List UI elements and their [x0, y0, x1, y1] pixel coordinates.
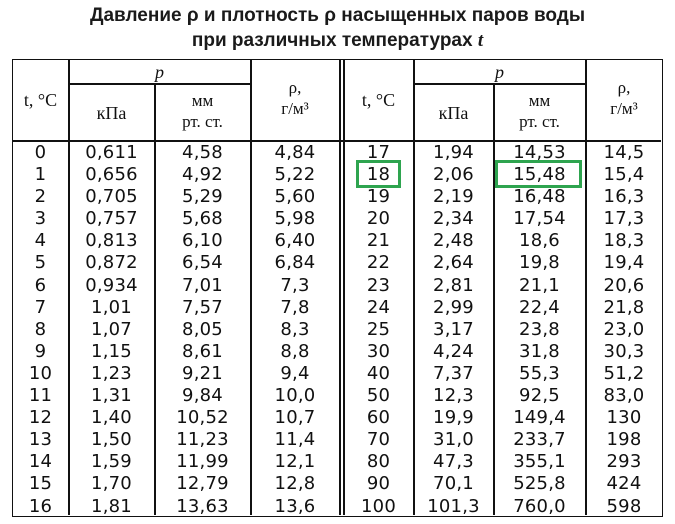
mmhg-cell: 10,52 [176, 407, 229, 429]
density-cell: 598 [606, 495, 642, 517]
header-mmhg [494, 90, 585, 132]
temperature-cell: 16 [28, 495, 53, 517]
right-temperature-column [344, 142, 413, 518]
density-cell: 11,4 [274, 429, 316, 451]
header-temperature: t, °C [361, 90, 396, 110]
mmhg-cell: 5,68 [182, 208, 223, 230]
temperature-cell: 30 [366, 340, 391, 362]
density-cell: 19,4 [603, 252, 645, 274]
density-cell: 12,8 [274, 473, 316, 495]
density-cell: 18,3 [603, 230, 645, 252]
right-kpa-column [414, 142, 493, 518]
header-mmhg-line-2: рт. ст. [182, 112, 223, 131]
mmhg-cell: 355,1 [513, 451, 566, 473]
header-density-line-2: г/м³ [610, 99, 638, 118]
density-cell: 8,3 [280, 318, 310, 340]
kpa-cell: 1,07 [91, 318, 132, 340]
header-kpa: кПа [438, 103, 469, 123]
mmhg-cell: 19,8 [519, 252, 560, 274]
kpa-cell: 0,934 [85, 274, 138, 296]
density-cell: 7,3 [280, 274, 310, 296]
density-cell: 13,6 [274, 495, 316, 517]
kpa-cell: 31,0 [433, 429, 474, 451]
temperature-cell: 6 [34, 274, 47, 296]
density-cell: 16,3 [603, 186, 645, 208]
kpa-cell: 1,15 [91, 340, 132, 362]
header-mmhg-line-1: мм [191, 91, 214, 110]
header-density [586, 77, 662, 119]
density-cell: 20,6 [603, 274, 645, 296]
density-cell: 7,8 [280, 296, 310, 318]
kpa-cell: 70,1 [433, 473, 474, 495]
header-density-line-2: г/м³ [281, 99, 309, 118]
temperature-cell: 9 [34, 340, 47, 362]
temperature-cell: 70 [366, 429, 391, 451]
mmhg-cell: 760,0 [513, 495, 566, 517]
mmhg-cell: 9,21 [182, 362, 223, 384]
mmhg-cell: 11,99 [176, 451, 229, 473]
temperature-cell: 3 [34, 208, 47, 230]
temperature-cell: 80 [366, 451, 391, 473]
temperature-cell: 19 [366, 186, 391, 208]
kpa-cell: 1,50 [91, 429, 132, 451]
p-group-rule-right [414, 83, 586, 85]
p-group-rule-left [69, 83, 251, 85]
mmhg-cell: 4,92 [182, 164, 223, 186]
density-cell: 424 [606, 473, 642, 495]
temperature-cell: 17 [366, 142, 391, 163]
kpa-cell: 4,24 [433, 340, 474, 362]
kpa-cell: 2,06 [433, 164, 474, 186]
mmhg-cell: 31,8 [519, 340, 560, 362]
kpa-cell: 2,48 [433, 230, 474, 252]
temperature-cell: 18 [366, 164, 391, 186]
header-mmhg-line-2: рт. ст. [519, 112, 560, 131]
table-title-line-1: Давление ρ и плотность ρ насыщенных паров воды [89, 5, 586, 26]
mmhg-cell: 525,8 [513, 473, 566, 495]
header-pressure: p [155, 62, 164, 82]
kpa-cell: 2,34 [433, 208, 474, 230]
mmhg-cell: 11,23 [176, 429, 229, 451]
density-cell: 293 [606, 451, 642, 473]
mmhg-cell: 92,5 [519, 385, 560, 407]
density-cell: 8,8 [280, 340, 310, 362]
mmhg-cell: 14,53 [513, 142, 566, 163]
mmhg-cell: 5,29 [182, 186, 223, 208]
temperature-cell: 10 [28, 362, 53, 384]
density-cell: 9,4 [280, 362, 310, 384]
kpa-cell: 0,757 [85, 208, 138, 230]
highlight-box-temperature-18 [356, 160, 401, 188]
kpa-cell: 2,64 [433, 252, 474, 274]
kpa-cell: 47,3 [433, 451, 474, 473]
header-density [251, 77, 339, 119]
mmhg-cell: 4,58 [182, 142, 223, 163]
density-cell: 6,40 [274, 230, 316, 252]
left-temperature-column [13, 142, 68, 518]
mmhg-cell: 16,48 [513, 186, 566, 208]
kpa-cell: 12,3 [433, 385, 474, 407]
density-cell: 21,8 [603, 296, 645, 318]
kpa-cell: 1,01 [91, 296, 132, 318]
temperature-cell: 20 [366, 208, 391, 230]
temperature-cell: 90 [366, 473, 391, 495]
density-cell: 15,4 [603, 164, 645, 186]
kpa-cell: 1,59 [91, 451, 132, 473]
kpa-cell: 0,813 [85, 230, 138, 252]
title-line-2-text: при различных температурах [191, 30, 473, 51]
temperature-cell: 14 [28, 451, 53, 473]
temperature-cell: 0 [34, 142, 47, 163]
density-cell: 5,22 [274, 164, 316, 186]
mmhg-cell: 55,3 [519, 362, 560, 384]
left-density-column [251, 142, 339, 518]
density-cell: 51,2 [603, 362, 645, 384]
kpa-cell: 1,40 [91, 407, 132, 429]
highlight-box-mmhg-15-48 [495, 160, 582, 188]
header-kpa: кПа [96, 103, 127, 123]
kpa-cell: 0,656 [85, 164, 138, 186]
temperature-cell: 100 [361, 495, 396, 517]
density-cell: 6,84 [274, 252, 316, 274]
mmhg-cell: 15,48 [513, 164, 566, 186]
kpa-cell: 101,3 [427, 495, 480, 517]
kpa-cell: 0,705 [85, 186, 138, 208]
right-mmhg-column [494, 142, 585, 518]
density-cell: 83,0 [603, 385, 645, 407]
kpa-cell: 19,9 [433, 407, 474, 429]
table-title-line-2 [0, 30, 675, 52]
header-mmhg [155, 90, 250, 132]
left-mmhg-column [155, 142, 250, 518]
temperature-cell: 24 [366, 296, 391, 318]
kpa-cell: 0,872 [85, 252, 138, 274]
mmhg-cell: 18,6 [519, 230, 560, 252]
mmhg-cell: 6,54 [182, 252, 223, 274]
header-mmhg-line-1: мм [528, 91, 551, 110]
col-divider [339, 60, 341, 515]
density-cell: 4,84 [274, 142, 316, 163]
density-cell: 10,0 [274, 385, 316, 407]
header-density-line-1: ρ, [288, 78, 302, 97]
kpa-cell: 3,17 [433, 318, 474, 340]
temperature-cell: 25 [366, 318, 391, 340]
temperature-cell: 1 [34, 164, 47, 186]
temperature-cell: 22 [366, 252, 391, 274]
density-cell: 30,3 [603, 340, 645, 362]
kpa-cell: 1,70 [91, 473, 132, 495]
kpa-cell: 1,81 [91, 495, 132, 517]
mmhg-cell: 21,1 [519, 274, 560, 296]
header-pressure: p [495, 62, 504, 82]
mmhg-cell: 8,05 [182, 318, 223, 340]
kpa-cell: 2,99 [433, 296, 474, 318]
temperature-cell: 15 [28, 473, 53, 495]
right-density-column [586, 142, 662, 518]
temperature-cell: 60 [366, 407, 391, 429]
mmhg-cell: 9,84 [182, 385, 223, 407]
temperature-cell: 21 [366, 230, 391, 252]
kpa-cell: 1,23 [91, 362, 132, 384]
kpa-cell: 2,81 [433, 274, 474, 296]
mmhg-cell: 149,4 [513, 407, 566, 429]
density-cell: 12,1 [274, 451, 316, 473]
density-cell: 198 [606, 429, 642, 451]
mmhg-cell: 23,8 [519, 318, 560, 340]
mmhg-cell: 22,4 [519, 296, 560, 318]
mmhg-cell: 6,10 [182, 230, 223, 252]
kpa-cell: 1,31 [91, 385, 132, 407]
temperature-cell: 7 [34, 296, 47, 318]
mmhg-cell: 7,01 [182, 274, 223, 296]
temperature-cell: 23 [366, 274, 391, 296]
mmhg-cell: 12,79 [176, 473, 229, 495]
temperature-cell: 4 [34, 230, 47, 252]
density-cell: 14,5 [603, 142, 645, 163]
kpa-cell: 1,94 [433, 142, 474, 163]
temperature-cell: 13 [28, 429, 53, 451]
temperature-cell: 50 [366, 385, 391, 407]
kpa-cell: 2,19 [433, 186, 474, 208]
temperature-cell: 12 [28, 407, 53, 429]
mmhg-cell: 13,63 [176, 495, 229, 517]
vapor-pressure-table [12, 59, 663, 517]
kpa-cell: 0,611 [85, 142, 138, 163]
density-cell: 5,98 [274, 208, 316, 230]
kpa-cell: 7,37 [433, 362, 474, 384]
temperature-cell: 11 [28, 385, 53, 407]
mmhg-cell: 7,57 [182, 296, 223, 318]
density-cell: 10,7 [274, 407, 316, 429]
density-cell: 17,3 [603, 208, 645, 230]
temperature-cell: 8 [34, 318, 47, 340]
density-cell: 130 [606, 407, 642, 429]
temperature-cell: 2 [34, 186, 47, 208]
density-cell: 5,60 [274, 186, 316, 208]
mmhg-cell: 233,7 [513, 429, 566, 451]
header-temperature: t, °C [23, 90, 58, 110]
density-cell: 23,0 [603, 318, 645, 340]
title-variable: t [477, 30, 484, 51]
temperature-cell: 40 [366, 362, 391, 384]
left-kpa-column [69, 142, 154, 518]
temperature-cell: 5 [34, 252, 47, 274]
mmhg-cell: 17,54 [513, 208, 566, 230]
header-density-line-1: ρ, [617, 78, 631, 97]
mmhg-cell: 8,61 [182, 340, 223, 362]
